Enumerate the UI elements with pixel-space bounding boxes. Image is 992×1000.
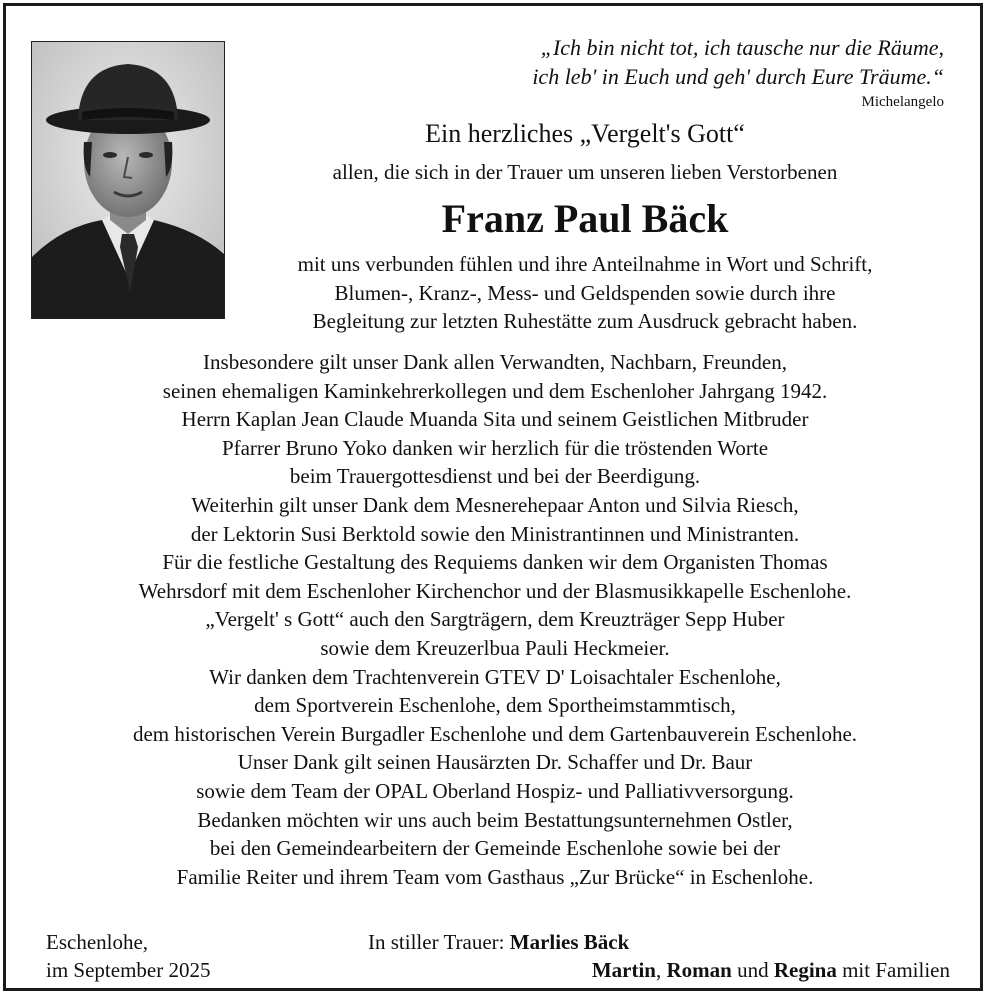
- quote-author: Michelangelo: [861, 94, 944, 110]
- thanks-title: Ein herzliches „Vergelt's Gott“: [425, 119, 745, 148]
- body-line: Herrn Kaplan Jean Claude Muanda Sita und seinem Geistlichen Mitbruder: [181, 407, 809, 432]
- intro-line: allen, die sich in der Trauer um unseren lieben Verstorbenen: [332, 160, 838, 184]
- body-line: Unser Dank gilt seinen Hausärzten Dr. Schaffer und Dr. Baur: [237, 750, 753, 775]
- body-line: „Vergelt' s Gott“ auch den Sargträgern, dem Kreuzträger Sepp Huber: [205, 607, 785, 632]
- body-line: Insbesondere gilt unser Dank allen Verwandten, Nachbarn, Freunden,: [203, 350, 787, 374]
- mourner-name: Roman: [666, 958, 732, 982]
- after-name-line: mit uns verbunden fühlen und ihre Anteilnahme in Wort und Schrift,: [297, 252, 873, 276]
- body-line: seinen ehemaligen Kaminkehrerkollegen und dem Eschenloher Jahrgang 1942.: [162, 378, 828, 403]
- body-line: sowie dem Kreuzerlbua Pauli Heckmeier.: [320, 635, 670, 660]
- body-line: Wir danken dem Trachtenverein GTEV D' Loisachtaler Eschenlohe,: [209, 664, 781, 689]
- date: im September 2025: [46, 958, 211, 982]
- quote-line-2: ich leb' in Euch und geh' durch Eure Träume.“: [532, 64, 944, 89]
- portrait-photo: [31, 41, 225, 319]
- body-line: Weiterhin gilt unser Dank dem Mesnerehepaar Anton und Silvia Riesch,: [191, 492, 799, 517]
- body-line: der Lektorin Susi Berktold sowie den Ministrantinnen und Ministranten.: [190, 521, 800, 546]
- body-line: bei den Gemeindearbeitern der Gemeinde Eschenlohe sowie bei der: [209, 836, 781, 861]
- body-line: dem historischen Verein Burgadler Eschenlohe und dem Gartenbauverein Eschenlohe.: [132, 721, 858, 746]
- body-line: sowie dem Team der OPAL Oberland Hospiz- und Palliativversorgung.: [196, 778, 794, 803]
- body-line: dem Sportverein Eschenlohe, dem Sportheimstammtisch,: [254, 693, 736, 718]
- mourner-main: Marlies Bäck: [509, 930, 630, 954]
- mourning-line: [368, 928, 629, 956]
- mourner-name: Martin: [591, 958, 656, 982]
- body-line: Familie Reiter und ihrem Team vom Gasthaus „Zur Brücke“ in Eschenlohe.: [176, 864, 814, 889]
- after-name-line: Begleitung zur letzten Ruhestätte zum Ausdruck gebracht haben.: [312, 309, 858, 333]
- quote: [532, 33, 944, 91]
- mourning-label: In stiller Trauer:: [368, 930, 505, 954]
- deceased-name: Franz Paul Bäck: [441, 196, 729, 241]
- after-name-block: [225, 250, 945, 336]
- mourners-suffix: mit Familien: [836, 958, 950, 982]
- separator: und: [731, 958, 774, 982]
- body-line: beim Trauergottesdienst und bei der Beerdigung.: [289, 464, 701, 489]
- place-date: [46, 928, 210, 984]
- body-line: Pfarrer Bruno Yoko danken wir herzlich für die tröstenden Worte: [221, 435, 769, 460]
- separator: ,: [655, 958, 667, 982]
- body-line: Wehrsdorf mit dem Eschenloher Kirchenchor und der Blasmusikkapelle Eschenlohe.: [138, 578, 852, 603]
- thanks-body: [20, 348, 970, 891]
- mourners-line: [592, 956, 950, 984]
- body-line: Für die festliche Gestaltung des Requiems danken wir dem Organisten Thomas: [162, 550, 828, 575]
- mourner-name: Regina: [773, 958, 837, 982]
- place: Eschenlohe,: [46, 930, 149, 954]
- after-name-line: Blumen-, Kranz-, Mess- und Geldspenden sowie durch ihre: [334, 280, 836, 305]
- body-line: Bedanken möchten wir uns auch beim Bestattungsunternehmen Ostler,: [197, 807, 793, 832]
- quote-line-1: „Ich bin nicht tot, ich tausche nur die Räume,: [540, 35, 944, 60]
